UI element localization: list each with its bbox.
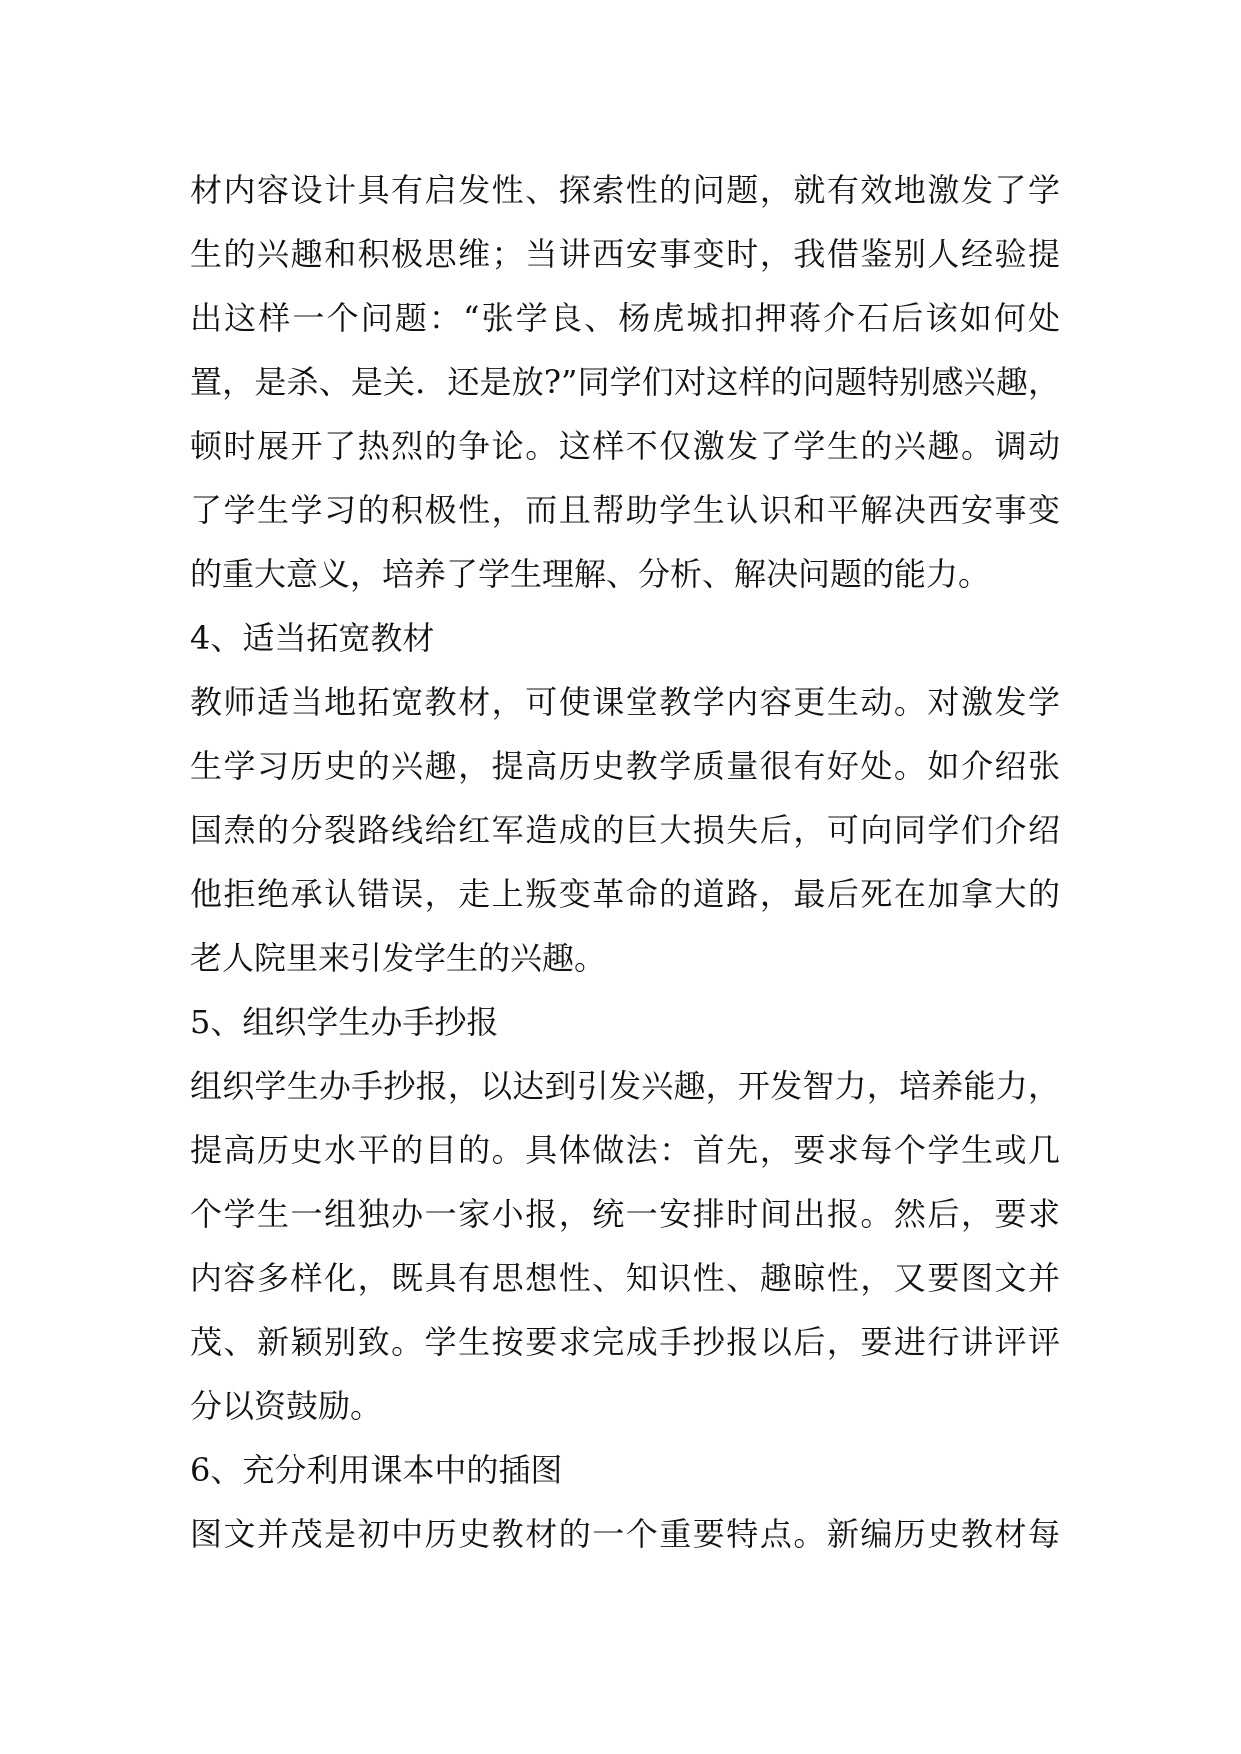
section-heading: 5、组织学生办手抄报: [190, 1003, 499, 1041]
paragraph-line: 顿时展开了热烈的争论。这样不仅激发了学生的兴趣。调动: [190, 427, 1060, 465]
paragraph-line: 生的兴趣和积极思维；当讲西安事变时，我借鉴别人经验提: [190, 235, 1060, 273]
paragraph-line: 分以资鼓励。: [190, 1387, 383, 1425]
paragraph-line: 了学生学习的积极性，而且帮助学生认识和平解决西安事变: [190, 491, 1060, 529]
paragraph-line: 内容多样化，既具有思想性、知识性、趣晾性，又要图文并: [190, 1259, 1060, 1297]
paragraph-line: 提高历史水平的目的。具体做法：首先，要求每个学生或几: [190, 1131, 1060, 1169]
paragraph-line: 组织学生办手抄报，以达到引发兴趣，开发智力，培养能力，: [190, 1067, 1060, 1105]
paragraph-line: 教师适当地拓宽教材，可使课堂教学内容更生动。对激发学: [190, 683, 1060, 721]
paragraph-line: 个学生一组独办一家小报，统一安排时间出报。然后，要求: [190, 1195, 1060, 1233]
paragraph-line: 材内容设计具有启发性、探索性的问题，就有效地激发了学: [190, 171, 1060, 209]
paragraph-line: 置，是杀、是关．还是放?”同学们对这样的问题特别感兴趣，: [190, 363, 1060, 401]
paragraph-line: 老人院里来引发学生的兴趣。: [190, 939, 607, 977]
paragraph-line: 国焘的分裂路线给红军造成的巨大损失后，可向同学们介绍: [190, 811, 1060, 849]
paragraph-line: 的重大意义，培养了学生理解、分析、解决问题的能力。: [190, 555, 991, 593]
section-heading: 4、适当拓宽教材: [190, 619, 435, 657]
paragraph-line: 出这样一个问题：“张学良、杨虎城扣押蒋介石后该如何处: [190, 299, 1060, 337]
paragraph-line: 他拒绝承认错误，走上叛变革命的道路，最后死在加拿大的: [190, 875, 1060, 913]
section-heading: 6、充分利用课本中的插图: [190, 1451, 563, 1489]
paragraph-line: 图文并茂是初中历史教材的一个重要特点。新编历史教材每: [190, 1515, 1060, 1553]
paragraph-line: 茂、新颖别致。学生按要求完成手抄报以后，要进行讲评评: [190, 1323, 1060, 1361]
paragraph-line: 生学习历史的兴趣，提高历史教学质量很有好处。如介绍张: [190, 747, 1060, 785]
document-body: [190, 158, 1060, 1566]
